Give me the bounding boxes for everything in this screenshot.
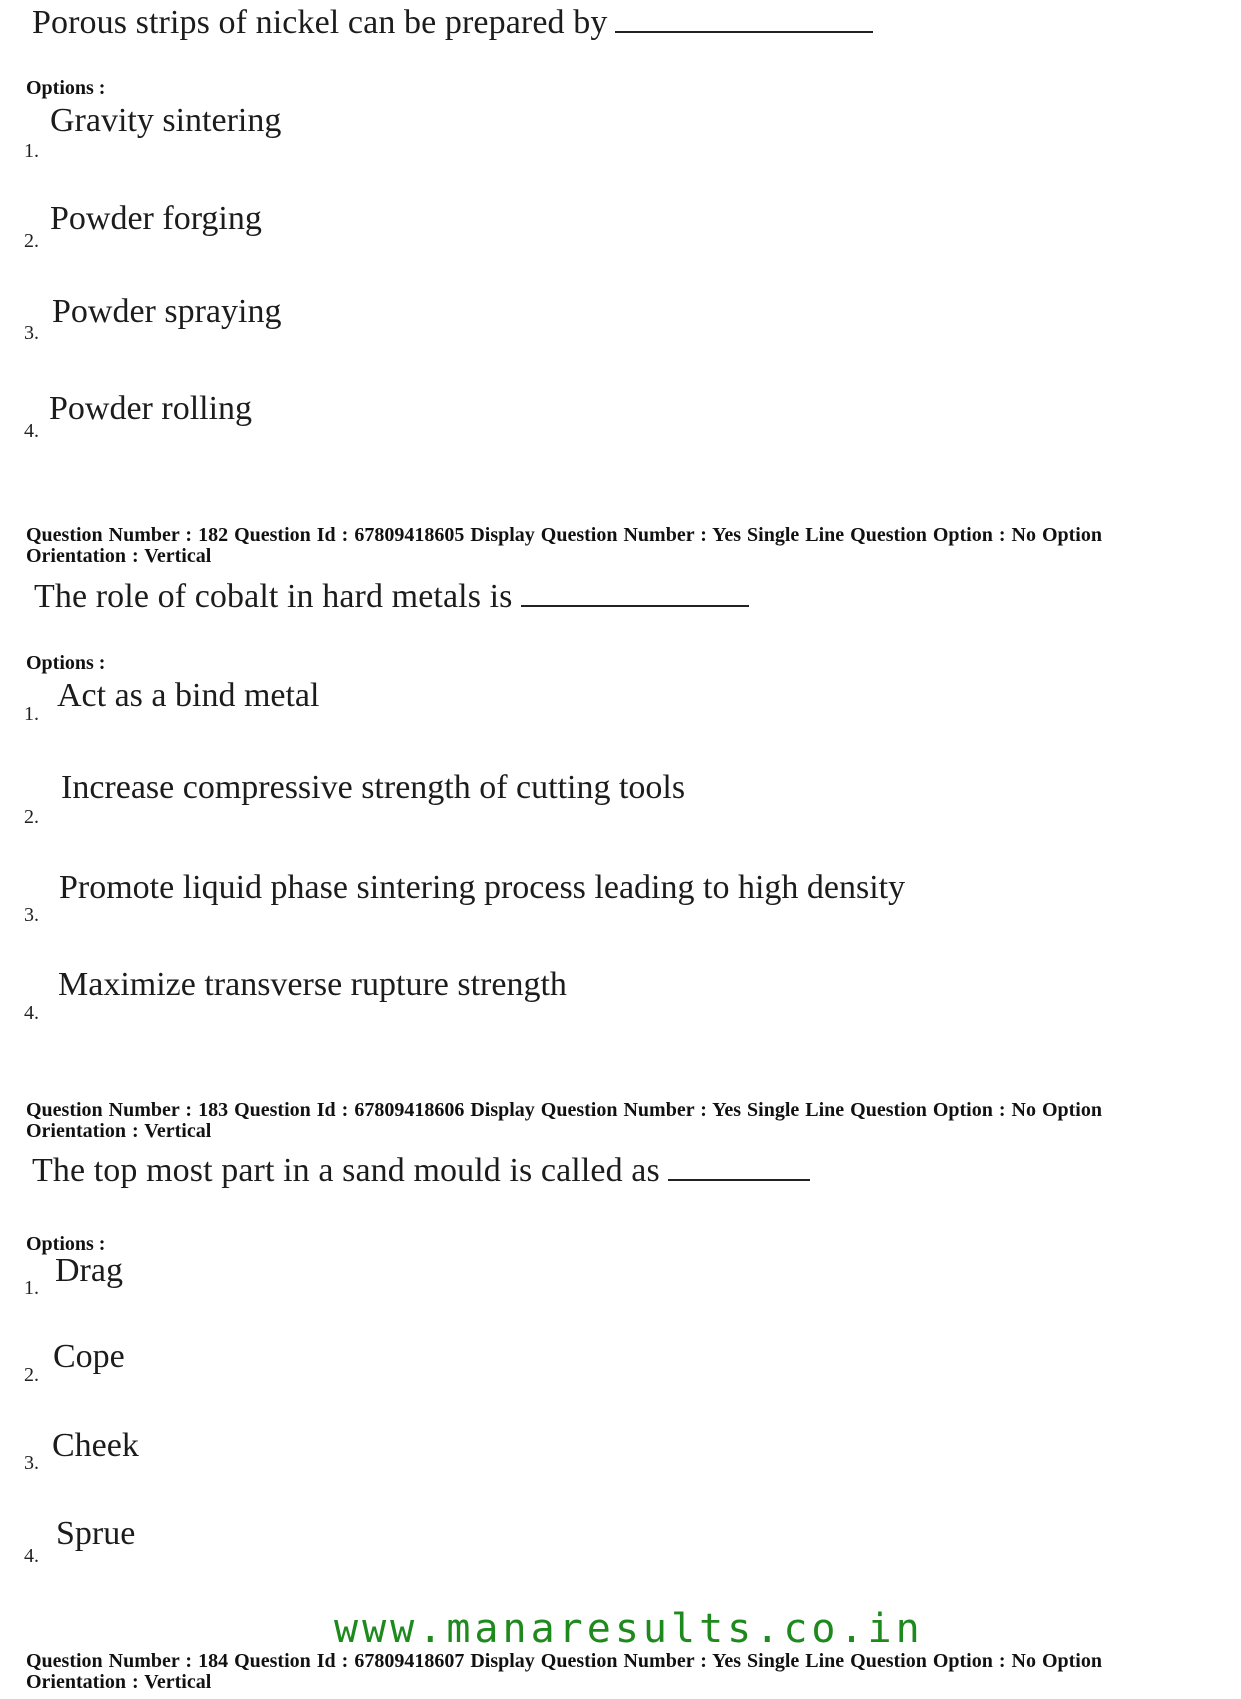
option-number: 4.	[24, 420, 39, 442]
answer-blank	[615, 5, 873, 33]
option-number: 3.	[24, 1452, 39, 1474]
option-number: 2.	[24, 230, 39, 252]
option-number: 1.	[24, 140, 39, 162]
option-text: Sprue	[56, 1515, 136, 1552]
option-number: 2.	[24, 806, 39, 828]
option-text: Maximize transverse rupture strength	[58, 966, 567, 1003]
option-text: Gravity sintering	[50, 102, 282, 139]
option-number: 3.	[24, 322, 39, 344]
options-label: Options :	[26, 1233, 106, 1255]
question-text: The role of cobalt in hard metals is	[34, 578, 749, 616]
question-meta: Question Number : 183 Question Id : 67809418606 Display Question Number : Yes Single Line Question Option : No Option Orientation : Vertical	[26, 1099, 1102, 1142]
answer-blank	[668, 1153, 810, 1181]
option-text: Promote liquid phase sintering process leading to high density	[59, 869, 906, 906]
option-number: 2.	[24, 1364, 39, 1386]
question-meta: Question Number : 184 Question Id : 67809418607 Display Question Number : Yes Single Line Question Option : No Option Orientation : Vertical	[26, 1650, 1102, 1693]
question-text: The top most part in a sand mould is called as	[32, 1152, 810, 1190]
question-meta: Question Number : 182 Question Id : 67809418605 Display Question Number : Yes Single Line Question Option : No Option Orientation : Vertical	[26, 524, 1102, 567]
answer-blank	[521, 579, 749, 607]
option-number: 3.	[24, 904, 39, 926]
option-text: Increase compressive strength of cutting tools	[61, 769, 686, 806]
option-number: 4.	[24, 1545, 39, 1567]
option-text: Powder spraying	[52, 293, 282, 330]
question-text: Porous strips of nickel can be prepared by	[32, 4, 873, 42]
option-text: Powder rolling	[49, 390, 253, 427]
option-number: 1.	[24, 1277, 39, 1299]
options-label: Options :	[26, 652, 106, 674]
option-number: 1.	[24, 703, 39, 725]
option-text: Cheek	[52, 1427, 139, 1464]
site-watermark: www.manaresults.co.in	[334, 1606, 924, 1652]
option-text: Powder forging	[50, 200, 262, 237]
option-text: Cope	[53, 1338, 125, 1375]
option-number: 4.	[24, 1002, 39, 1024]
option-text: Act as a bind metal	[57, 677, 320, 714]
options-label: Options :	[26, 77, 106, 99]
option-text: Drag	[55, 1252, 123, 1289]
